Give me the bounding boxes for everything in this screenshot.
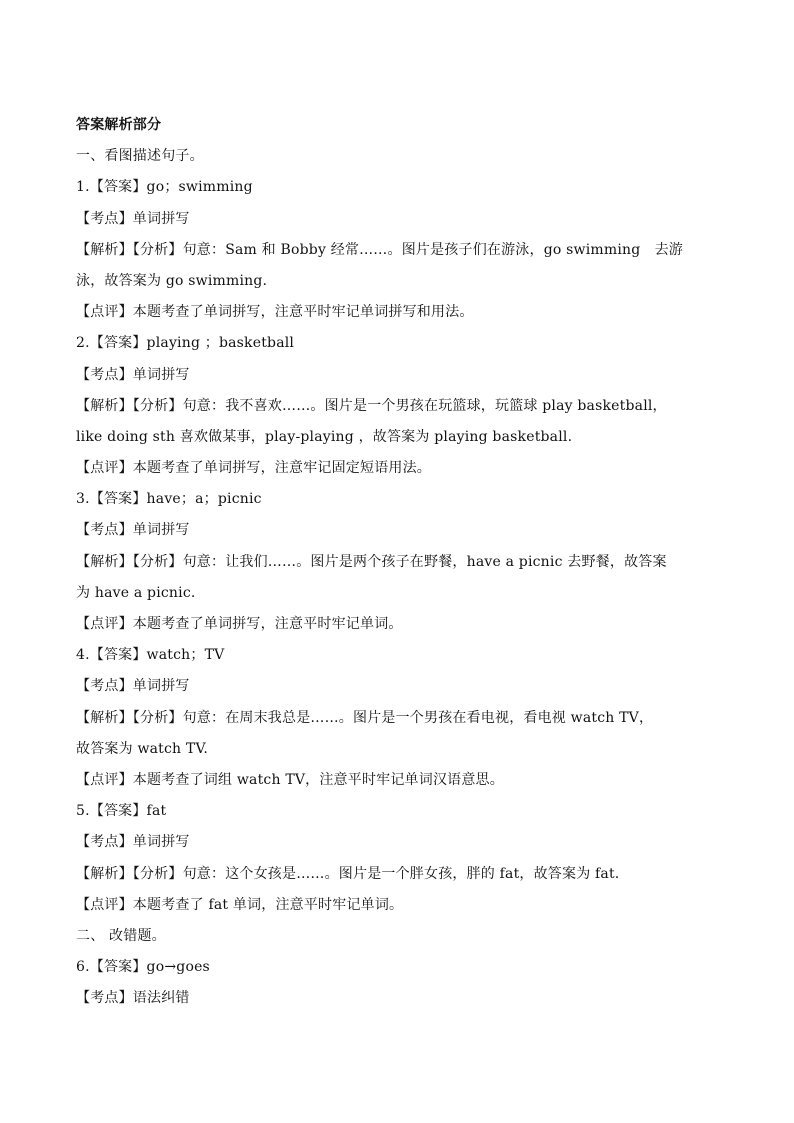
section-heading-2: 二、 改错题。 [76, 927, 166, 944]
analysis-line-3b: 为 have a picnic. [76, 584, 196, 601]
answer-line-3: 3.【答案】have；a；picnic [76, 491, 262, 508]
section-heading-1: 一、看图描述句子。 [76, 148, 204, 165]
comment-line-5: 【点评】本题考查了 fat 单词，注意平时牢记单词。 [76, 896, 404, 913]
knowledge-point-2: 【考点】单词拼写 [76, 366, 190, 383]
analysis-line-1a: 【解析】【分析】句意：Sam 和 Bobby 经常……。图片是孩子们在游泳，go swimming 去游 [76, 241, 684, 258]
analysis-line-4b: 故答案为 watch TV. [76, 740, 208, 757]
analysis-line-2a: 【解析】【分析】句意：我不喜欢……。图片是一个男孩在玩篮球，玩篮球 play basketball， [76, 397, 667, 414]
comment-line-2: 【点评】本题考查了单词拼写，注意牢记固定短语用法。 [76, 460, 431, 477]
answer-line-1: 1.【答案】go；swimming [76, 179, 253, 196]
analysis-line-1b: 泳，故答案为 go swimming. [76, 272, 268, 289]
comment-line-4: 【点评】本题考查了词组 watch TV，注意平时牢记单词汉语意思。 [76, 771, 504, 788]
knowledge-point-6: 【考点】语法纠错 [76, 990, 190, 1007]
comment-line-3: 【点评】本题考查了单词拼写，注意平时牢记单词。 [76, 616, 403, 632]
knowledge-point-1: 【考点】单词拼写 [76, 210, 190, 227]
analysis-line-5: 【解析】【分析】句意：这个女孩是……。图片是一个胖女孩，胖的 fat，故答案为 fat. [76, 865, 620, 882]
knowledge-point-5: 【考点】单词拼写 [76, 834, 190, 851]
knowledge-point-4: 【考点】单词拼写 [76, 678, 190, 695]
comment-line-1: 【点评】本题考查了单词拼写，注意平时牢记单词拼写和用法。 [76, 304, 474, 321]
answer-line-2: 2.【答案】playing ；basketball [76, 335, 295, 352]
answer-analysis-document [76, 110, 726, 1014]
analysis-line-2b: like doing sth 喜欢做某事，play-playing ，故答案为 playing basketball. [76, 428, 573, 445]
analysis-line-4a: 【解析】【分析】句意：在周末我总是……。图片是一个男孩在看电视，看电视 watch TV， [76, 709, 654, 726]
knowledge-point-3: 【考点】单词拼写 [76, 522, 190, 539]
answer-line-6: 6.【答案】go→goes [76, 959, 210, 976]
analysis-line-3a: 【解析】【分析】句意：让我们……。图片是两个孩子在野餐，have a picnic 去野餐，故答案 [76, 553, 667, 570]
answer-line-5: 5.【答案】fat [76, 803, 167, 820]
answer-line-4: 4.【答案】watch；TV [76, 647, 225, 664]
document-title: 答案解析部分 [76, 117, 162, 133]
